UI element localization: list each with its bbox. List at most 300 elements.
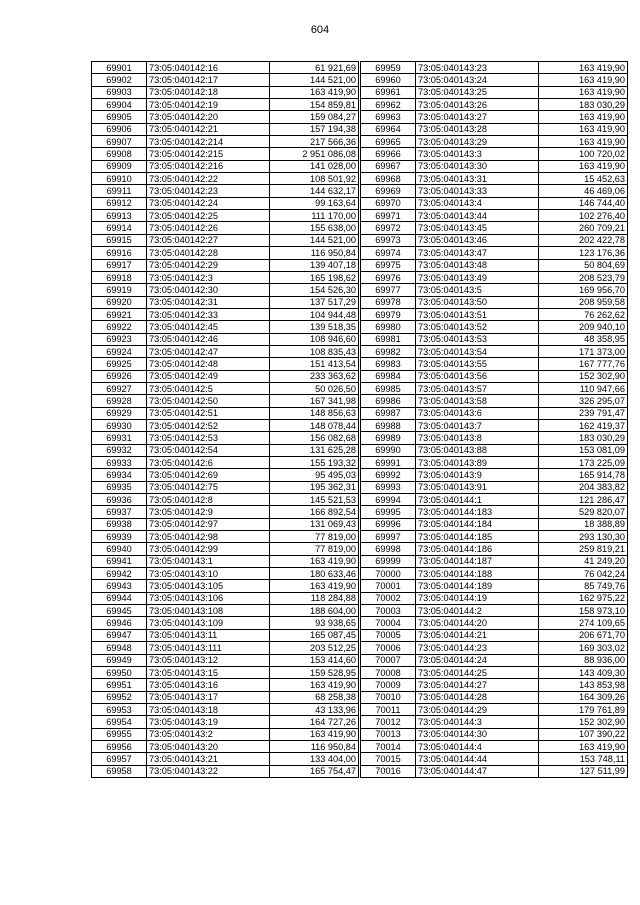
- table-row: [361, 518, 628, 530]
- cadastral-number: 73:05:040144:184: [416, 518, 539, 530]
- row-number: 69976: [361, 271, 416, 283]
- cadastral-number: 73:05:040142:48: [147, 358, 270, 370]
- row-number: 69931: [92, 432, 147, 444]
- cadastral-value: 204 383,82: [539, 481, 628, 493]
- table-row: [92, 345, 359, 357]
- cadastral-value: 165 754,47: [270, 765, 359, 777]
- cadastral-number: 73:05:040143:45: [416, 222, 539, 234]
- cadastral-number: 73:05:040143:24: [416, 74, 539, 86]
- table-row: [92, 173, 359, 185]
- cadastral-value: 116 950,84: [270, 740, 359, 752]
- cadastral-value: 153 081,09: [539, 444, 628, 456]
- table-row: [361, 506, 628, 518]
- cadastral-number: 73:05:040143:10: [147, 568, 270, 580]
- cadastral-number: 73:05:040143:109: [147, 617, 270, 629]
- cadastral-number: 73:05:040144:27: [416, 679, 539, 691]
- cadastral-value: 48 358,95: [539, 333, 628, 345]
- row-number: 69908: [92, 148, 147, 160]
- table-row: [92, 382, 359, 394]
- table-row: [92, 395, 359, 407]
- row-number: 69945: [92, 605, 147, 617]
- table-row: [361, 444, 628, 456]
- table-row: [361, 185, 628, 197]
- table-row: [361, 568, 628, 580]
- cadastral-value: 99 163,64: [270, 197, 359, 209]
- cadastral-value: 163 419,90: [539, 740, 628, 752]
- row-number: 69957: [92, 753, 147, 765]
- table-row: [361, 481, 628, 493]
- cadastral-value: 148 078,44: [270, 419, 359, 431]
- row-number: 69905: [92, 111, 147, 123]
- cadastral-value: 137 517,29: [270, 296, 359, 308]
- cadastral-number: 73:05:040142:216: [147, 160, 270, 172]
- row-number: 69964: [361, 123, 416, 135]
- cadastral-value: 144 521,00: [270, 74, 359, 86]
- cadastral-number: 73:05:040144:2: [416, 605, 539, 617]
- cadastral-value: 163 419,90: [539, 74, 628, 86]
- table-row: [92, 753, 359, 765]
- cadastral-number: 73:05:040142:97: [147, 518, 270, 530]
- cadastral-number: 73:05:040143:3: [416, 148, 539, 160]
- cadastral-number: 73:05:040142:22: [147, 173, 270, 185]
- row-number: 69919: [92, 284, 147, 296]
- cadastral-value: 93 938,65: [270, 617, 359, 629]
- table-row: [92, 555, 359, 567]
- table-row: [361, 284, 628, 296]
- row-number: 69971: [361, 210, 416, 222]
- cadastral-number: 73:05:040143:51: [416, 308, 539, 320]
- table-row: [361, 271, 628, 283]
- cadastral-number: 73:05:040143:46: [416, 234, 539, 246]
- table-row: [92, 111, 359, 123]
- cadastral-number: 73:05:040143:21: [147, 753, 270, 765]
- cadastral-value: 151 413,54: [270, 358, 359, 370]
- cadastral-value: 143 409,30: [539, 666, 628, 678]
- table-row: [92, 592, 359, 604]
- table-row: [361, 86, 628, 98]
- cadastral-value: 144 521,00: [270, 234, 359, 246]
- table-row: [92, 703, 359, 715]
- table-row: [361, 345, 628, 357]
- row-number: 69941: [92, 555, 147, 567]
- table-row: [92, 197, 359, 209]
- cadastral-number: 73:05:040143:20: [147, 740, 270, 752]
- row-number: 69948: [92, 642, 147, 654]
- row-number: 69993: [361, 481, 416, 493]
- cadastral-number: 73:05:040143:33: [416, 185, 539, 197]
- row-number: 69956: [92, 740, 147, 752]
- table-row: [361, 469, 628, 481]
- cadastral-number: 73:05:040142:54: [147, 444, 270, 456]
- cadastral-value: 139 518,35: [270, 321, 359, 333]
- table-row: [361, 197, 628, 209]
- row-number: 69917: [92, 259, 147, 271]
- table-row: [92, 123, 359, 135]
- cadastral-number: 73:05:040143:48: [416, 259, 539, 271]
- table-row: [361, 234, 628, 246]
- cadastral-value: 167 341,98: [270, 395, 359, 407]
- cadastral-number: 73:05:040144:29: [416, 703, 539, 715]
- cadastral-value: 111 170,00: [270, 210, 359, 222]
- cadastral-number: 73:05:040143:15: [147, 666, 270, 678]
- table-row: [361, 123, 628, 135]
- row-number: 69942: [92, 568, 147, 580]
- row-number: 69979: [361, 308, 416, 320]
- table-row: [92, 518, 359, 530]
- cadastral-value: 208 959,58: [539, 296, 628, 308]
- row-number: 69947: [92, 629, 147, 641]
- cadastral-number: 73:05:040144:28: [416, 691, 539, 703]
- cadastral-value: 95 495,03: [270, 469, 359, 481]
- page-number: 604: [310, 24, 330, 36]
- cadastral-value: 163 419,90: [539, 86, 628, 98]
- row-number: 69973: [361, 234, 416, 246]
- cadastral-value: 169 956,70: [539, 284, 628, 296]
- cadastral-number: 73:05:040143:91: [416, 481, 539, 493]
- row-number: 69997: [361, 531, 416, 543]
- table-row: [92, 444, 359, 456]
- cadastral-value: 209 940,10: [539, 321, 628, 333]
- cadastral-number: 73:05:040143:8: [416, 432, 539, 444]
- row-number: 69972: [361, 222, 416, 234]
- cadastral-number: 73:05:040144:19: [416, 592, 539, 604]
- table-row: [92, 432, 359, 444]
- cadastral-value: 173 225,09: [539, 457, 628, 469]
- row-number: 69966: [361, 148, 416, 160]
- table-row: [361, 136, 628, 148]
- row-number: 69992: [361, 469, 416, 481]
- row-number: 69934: [92, 469, 147, 481]
- registry-table-right: [360, 61, 628, 778]
- row-number: 70008: [361, 666, 416, 678]
- cadastral-value: 179 761,89: [539, 703, 628, 715]
- table-row: [92, 716, 359, 728]
- cadastral-number: 73:05:040142:18: [147, 86, 270, 98]
- table-row: [92, 308, 359, 320]
- cadastral-number: 73:05:040143:106: [147, 592, 270, 604]
- row-number: 69982: [361, 345, 416, 357]
- row-number: 70013: [361, 728, 416, 740]
- cadastral-value: 202 422,78: [539, 234, 628, 246]
- cadastral-value: 156 082,68: [270, 432, 359, 444]
- cadastral-value: 108 946,60: [270, 333, 359, 345]
- table-row: [361, 395, 628, 407]
- row-number: 69963: [361, 111, 416, 123]
- cadastral-number: 73:05:040143:54: [416, 345, 539, 357]
- table-row: [92, 62, 359, 74]
- cadastral-value: 46 469,06: [539, 185, 628, 197]
- cadastral-value: 118 284,88: [270, 592, 359, 604]
- cadastral-value: 154 526,30: [270, 284, 359, 296]
- cadastral-value: 152 302,90: [539, 716, 628, 728]
- row-number: 69988: [361, 419, 416, 431]
- cadastral-number: 73:05:040143:1: [147, 555, 270, 567]
- cadastral-number: 73:05:040143:52: [416, 321, 539, 333]
- cadastral-value: 169 303,02: [539, 642, 628, 654]
- cadastral-number: 73:05:040144:25: [416, 666, 539, 678]
- cadastral-number: 73:05:040143:88: [416, 444, 539, 456]
- cadastral-value: 68 258,38: [270, 691, 359, 703]
- cadastral-value: 163 419,90: [270, 555, 359, 567]
- cadastral-number: 73:05:040143:12: [147, 654, 270, 666]
- cadastral-number: 73:05:040143:56: [416, 370, 539, 382]
- cadastral-number: 73:05:040143:2: [147, 728, 270, 740]
- cadastral-number: 73:05:040143:57: [416, 382, 539, 394]
- cadastral-value: 165 198,62: [270, 271, 359, 283]
- row-number: 70000: [361, 568, 416, 580]
- cadastral-value: 166 892,54: [270, 506, 359, 518]
- table-row: [92, 457, 359, 469]
- cadastral-value: 529 820,07: [539, 506, 628, 518]
- table-row: [92, 259, 359, 271]
- cadastral-value: 203 512,25: [270, 642, 359, 654]
- cadastral-value: 76 042,24: [539, 568, 628, 580]
- row-number: 69955: [92, 728, 147, 740]
- table-row: [92, 321, 359, 333]
- table-row: [361, 160, 628, 172]
- cadastral-value: 217 566,36: [270, 136, 359, 148]
- row-number: 69968: [361, 173, 416, 185]
- cadastral-value: 162 975,22: [539, 592, 628, 604]
- cadastral-number: 73:05:040142:5: [147, 382, 270, 394]
- table-row: [361, 296, 628, 308]
- row-number: 70010: [361, 691, 416, 703]
- cadastral-number: 73:05:040143:19: [147, 716, 270, 728]
- table-row: [92, 74, 359, 86]
- cadastral-value: 61 921,69: [270, 62, 359, 74]
- table-row: [92, 407, 359, 419]
- row-number: 69933: [92, 457, 147, 469]
- cadastral-number: 73:05:040143:108: [147, 605, 270, 617]
- table-row: [92, 99, 359, 111]
- table-row: [361, 358, 628, 370]
- cadastral-value: 293 130,30: [539, 531, 628, 543]
- row-number: 69911: [92, 185, 147, 197]
- cadastral-number: 73:05:040143:28: [416, 123, 539, 135]
- cadastral-value: 163 419,90: [270, 86, 359, 98]
- table-row: [92, 642, 359, 654]
- table-row: [361, 666, 628, 678]
- cadastral-value: 163 419,90: [539, 111, 628, 123]
- row-number: 69978: [361, 296, 416, 308]
- cadastral-value: 76 262,62: [539, 308, 628, 320]
- cadastral-number: 73:05:040143:26: [416, 99, 539, 111]
- row-number: 69921: [92, 308, 147, 320]
- cadastral-value: 88 936,00: [539, 654, 628, 666]
- cadastral-value: 233 363,62: [270, 370, 359, 382]
- row-number: 69936: [92, 494, 147, 506]
- table-row: [92, 234, 359, 246]
- table-row: [92, 271, 359, 283]
- cadastral-number: 73:05:040142:17: [147, 74, 270, 86]
- row-number: 69999: [361, 555, 416, 567]
- row-number: 69981: [361, 333, 416, 345]
- table-row: [361, 765, 628, 777]
- row-number: 69951: [92, 679, 147, 691]
- cadastral-value: 183 030,29: [539, 99, 628, 111]
- cadastral-value: 131 625,28: [270, 444, 359, 456]
- table-row: [92, 666, 359, 678]
- cadastral-number: 73:05:040143:30: [416, 160, 539, 172]
- cadastral-number: 73:05:040142:52: [147, 419, 270, 431]
- cadastral-number: 73:05:040142:24: [147, 197, 270, 209]
- table-row: [361, 642, 628, 654]
- table-row: [361, 728, 628, 740]
- cadastral-number: 73:05:040142:28: [147, 247, 270, 259]
- row-number: 69995: [361, 506, 416, 518]
- cadastral-value: 195 362,31: [270, 481, 359, 493]
- cadastral-value: 157 194,38: [270, 123, 359, 135]
- cadastral-value: 15 452,63: [539, 173, 628, 185]
- cadastral-number: 73:05:040143:58: [416, 395, 539, 407]
- cadastral-value: 155 638,00: [270, 222, 359, 234]
- cadastral-number: 73:05:040142:31: [147, 296, 270, 308]
- cadastral-number: 73:05:040143:27: [416, 111, 539, 123]
- cadastral-number: 73:05:040143:53: [416, 333, 539, 345]
- table-row: [92, 740, 359, 752]
- table-row: [361, 617, 628, 629]
- row-number: 70001: [361, 580, 416, 592]
- row-number: 69944: [92, 592, 147, 604]
- cadastral-number: 73:05:040144:21: [416, 629, 539, 641]
- row-number: 69975: [361, 259, 416, 271]
- table-row: [92, 247, 359, 259]
- cadastral-number: 73:05:040143:18: [147, 703, 270, 715]
- table-row: [92, 568, 359, 580]
- table-row: [92, 728, 359, 740]
- row-number: 69994: [361, 494, 416, 506]
- table-row: [92, 617, 359, 629]
- cadastral-number: 73:05:040144:44: [416, 753, 539, 765]
- table-row: [361, 691, 628, 703]
- row-number: 69991: [361, 457, 416, 469]
- cadastral-value: 145 521,53: [270, 494, 359, 506]
- cadastral-value: 133 404,00: [270, 753, 359, 765]
- cadastral-number: 73:05:040143:9: [416, 469, 539, 481]
- table-row: [92, 654, 359, 666]
- cadastral-number: 73:05:040142:20: [147, 111, 270, 123]
- row-number: 69928: [92, 395, 147, 407]
- cadastral-number: 73:05:040143:111: [147, 642, 270, 654]
- cadastral-number: 73:05:040142:75: [147, 481, 270, 493]
- row-number: 69952: [92, 691, 147, 703]
- cadastral-value: 127 511,99: [539, 765, 628, 777]
- row-number: 69946: [92, 617, 147, 629]
- table-row: [361, 259, 628, 271]
- cadastral-value: 18 388,89: [539, 518, 628, 530]
- row-number: 69986: [361, 395, 416, 407]
- table-row: [361, 210, 628, 222]
- cadastral-number: 73:05:040142:3: [147, 271, 270, 283]
- row-number: 69927: [92, 382, 147, 394]
- cadastral-number: 73:05:040144:3: [416, 716, 539, 728]
- row-number: 69974: [361, 247, 416, 259]
- table-row: [361, 74, 628, 86]
- cadastral-number: 73:05:040143:44: [416, 210, 539, 222]
- table-row: [92, 222, 359, 234]
- row-number: 70011: [361, 703, 416, 715]
- cadastral-number: 73:05:040142:49: [147, 370, 270, 382]
- cadastral-value: 77 819,00: [270, 531, 359, 543]
- row-number: 69904: [92, 99, 147, 111]
- cadastral-value: 139 407,18: [270, 259, 359, 271]
- table-row: [92, 691, 359, 703]
- table-row: [92, 210, 359, 222]
- cadastral-number: 73:05:040143:25: [416, 86, 539, 98]
- row-number: 69907: [92, 136, 147, 148]
- row-number: 69923: [92, 333, 147, 345]
- cadastral-value: 259 819,21: [539, 543, 628, 555]
- cadastral-value: 239 791,47: [539, 407, 628, 419]
- cadastral-number: 73:05:040143:49: [416, 271, 539, 283]
- table-row: [92, 86, 359, 98]
- table-row: [92, 494, 359, 506]
- cadastral-number: 73:05:040144:20: [416, 617, 539, 629]
- cadastral-number: 73:05:040142:51: [147, 407, 270, 419]
- table-row: [361, 148, 628, 160]
- cadastral-number: 73:05:040144:1: [416, 494, 539, 506]
- row-number: 69912: [92, 197, 147, 209]
- cadastral-value: 163 419,90: [539, 62, 628, 74]
- table-row: [92, 469, 359, 481]
- row-number: 69998: [361, 543, 416, 555]
- cadastral-number: 73:05:040144:4: [416, 740, 539, 752]
- cadastral-number: 73:05:040142:19: [147, 99, 270, 111]
- row-number: 69985: [361, 382, 416, 394]
- cadastral-value: 208 523,79: [539, 271, 628, 283]
- row-number: 69980: [361, 321, 416, 333]
- cadastral-number: 73:05:040144:188: [416, 568, 539, 580]
- cadastral-value: 163 419,90: [539, 136, 628, 148]
- cadastral-number: 73:05:040143:23: [416, 62, 539, 74]
- cadastral-number: 73:05:040142:50: [147, 395, 270, 407]
- cadastral-value: 158 973,10: [539, 605, 628, 617]
- table-row: [361, 370, 628, 382]
- cadastral-value: 143 853,98: [539, 679, 628, 691]
- table-row: [361, 382, 628, 394]
- cadastral-number: 73:05:040144:30: [416, 728, 539, 740]
- row-number: 70006: [361, 642, 416, 654]
- cadastral-value: 141 028,00: [270, 160, 359, 172]
- cadastral-number: 73:05:040143:29: [416, 136, 539, 148]
- cadastral-value: 107 390,22: [539, 728, 628, 740]
- row-number: 70009: [361, 679, 416, 691]
- row-number: 69949: [92, 654, 147, 666]
- cadastral-value: 163 419,90: [539, 123, 628, 135]
- table-row: [361, 654, 628, 666]
- cadastral-value: 41 249,20: [539, 555, 628, 567]
- table-row: [92, 185, 359, 197]
- table-row: [92, 765, 359, 777]
- cadastral-value: 183 030,29: [539, 432, 628, 444]
- cadastral-value: 162 419,37: [539, 419, 628, 431]
- table-row: [92, 419, 359, 431]
- registry-table-left: [91, 61, 359, 778]
- row-number: 69902: [92, 74, 147, 86]
- table-row: [361, 457, 628, 469]
- cadastral-value: 131 069,43: [270, 518, 359, 530]
- row-number: 69987: [361, 407, 416, 419]
- row-number: 69939: [92, 531, 147, 543]
- table-row: [361, 740, 628, 752]
- table-row: [361, 432, 628, 444]
- cadastral-number: 73:05:040142:99: [147, 543, 270, 555]
- table-row: [361, 247, 628, 259]
- cadastral-value: 260 709,21: [539, 222, 628, 234]
- cadastral-number: 73:05:040142:6: [147, 457, 270, 469]
- cadastral-number: 73:05:040142:23: [147, 185, 270, 197]
- cadastral-value: 116 950,84: [270, 247, 359, 259]
